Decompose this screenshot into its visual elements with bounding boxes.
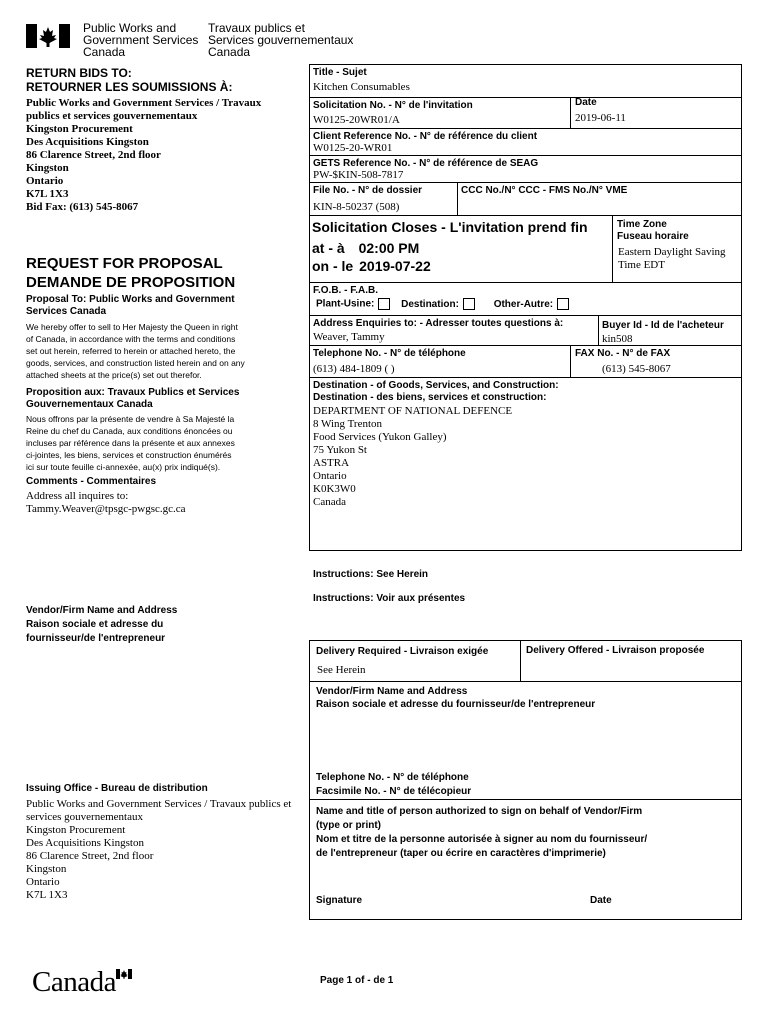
gets-reference-value: PW-$KIN-508-7817: [313, 169, 404, 181]
canada-flag-logo: [26, 24, 70, 48]
return-bids-title: RETURN BIDS TO: RETOURNER LES SOUMISSIONS À:: [26, 66, 233, 94]
destination-heading: Destination - of Goods, Services, and Construction: Destination - des biens, services et construction:: [313, 380, 559, 403]
address-enquiries-label: Address Enquiries to: - Adresser toutes questions à:: [313, 318, 564, 329]
date-label: Date: [575, 97, 597, 108]
buyer-id-label: Buyer Id - Id de l'acheteur: [602, 320, 724, 331]
telephone-label: Telephone No. - N° de téléphone: [313, 348, 466, 359]
solicitation-no-value: W0125-20WR01/A: [313, 114, 400, 126]
delivery-offered-label: Delivery Offered - Livraison proposée: [526, 645, 705, 656]
client-reference-value: W0125-20-WR01: [313, 142, 393, 154]
return-bids-address: Public Works and Government Services / Travaux publics et services gouvernementaux Kingston Procurement Des Acquisitions Kingston 86 Clarence Street, 2nd floor Kingston Ontario K7L 1X3 Bid Fax: (613) 545-8067: [26, 97, 262, 213]
other-autre-label: Other-Autre:: [493, 298, 554, 310]
destination-address: DEPARTMENT OF NATIONAL DEFENCE 8 Wing Trenton Food Services (Yukon Galley) 75 Yukon St ASTRA Ontario K0K3W0 Canada: [313, 405, 513, 508]
closing-time-value: 02:00 PM: [358, 240, 420, 256]
closing-date: [312, 258, 431, 274]
vendor-firm-label: Vendor/Firm Name and Address Raison sociale et adresse du fournisseur/de l'entrepreneur: [316, 686, 596, 710]
delivery-required-value: See Herein: [317, 664, 366, 676]
vendor-phone-fax-label: Telephone No. - N° de téléphone Facsimile No. - N° de télécopieur: [316, 772, 472, 797]
solicitation-no-label: Solicitation No. - N° de l'invitation: [313, 100, 473, 111]
title-value: Kitchen Consumables: [313, 81, 410, 93]
fob-label: F.O.B. - F.A.B.: [313, 285, 378, 296]
signature-label: Signature: [316, 895, 363, 906]
destination-checkbox[interactable]: [463, 298, 475, 310]
issuing-office-label: Issuing Office - Bureau de distribution: [26, 783, 208, 794]
date-value: 2019-06-11: [575, 112, 626, 124]
buyer-id-value: kin508: [602, 333, 633, 345]
plant-usine-checkbox[interactable]: [378, 298, 390, 310]
vendor-firm-label-left: Vendor/Firm Name and Address Raison sociale et adresse du fournisseur/de l'entrepreneur: [26, 605, 178, 644]
department-name-en: Public Works and Government Services Canada: [83, 21, 199, 59]
time-zone-label: Time Zone Fuseau horaire: [617, 219, 689, 242]
comments-text: Address all inquires to: Tammy.Weaver@tpsgc-pwgsc.gc.ca: [26, 490, 186, 515]
comments-label: Comments - Commentaires: [26, 476, 157, 487]
client-reference-label: Client Reference No. - N° de référence du client: [313, 131, 538, 142]
issuing-office-address: Public Works and Government Services / Travaux publics et services gouvernementaux Kingston Procurement Des Acquisitions Kingston 86 Clarence Street, 2nd floor Kingston Ontario K7L 1X3: [26, 798, 292, 901]
signature-date-label: Date: [590, 895, 612, 906]
closing-time: [312, 240, 419, 256]
time-zone-value: Eastern Daylight Saving Time EDT: [618, 246, 726, 271]
title-label: Title - Sujet: [313, 67, 367, 78]
address-enquiries-value: Weaver, Tammy: [313, 331, 385, 343]
delivery-required-label: Delivery Required - Livraison exigée: [316, 646, 489, 657]
canada-wordmark-flag-icon: [116, 966, 132, 976]
plant-usine-label: Plant-Usine:: [316, 298, 375, 310]
fob-options: [316, 298, 573, 310]
rfp-title: REQUEST FOR PROPOSAL DEMANDE DE PROPOSITION: [26, 255, 236, 291]
page-number: Page 1 of - de 1: [320, 975, 394, 986]
instructions-en: Instructions: See Herein: [313, 569, 429, 580]
destination-label: Destination:: [401, 298, 459, 310]
file-no-value: KIN-8-50237 (508): [313, 201, 400, 213]
telephone-value: (613) 484-1809 ( ): [313, 363, 395, 375]
proposition-body-fr: Nous offrons par la présente de vendre à Sa Majesté la Reine du chef du Canada, aux conditions énoncées ou incluses par référence dans la présente et aux annexes ci-jointes, les biens, services et construction énumérés ici sur toute feuille ci-annexée, au(x) prix indiqué(s).: [26, 414, 235, 472]
proposal-to-heading: Proposal To: Public Works and Government Services Canada: [26, 294, 235, 317]
fax-value: (613) 545-8067: [602, 363, 671, 375]
authorized-signatory-label: Name and title of person authorized to sign on behalf of Vendor/Firm (type or print) Nom et titre de la personne autorisée à signer au nom du fournisseur/ de l'entrepreneur (taper ou écrire en caractères d'imprimerie): [316, 806, 648, 859]
canada-wordmark: Canada: [32, 966, 116, 998]
closing-date-value: 2019-07-22: [359, 258, 431, 274]
closing-time-label: at - à: [312, 240, 345, 256]
proposition-heading: Proposition aux: Travaux Publics et Services Gouvernementaux Canada: [26, 387, 240, 410]
solicitation-closes-title: Solicitation Closes - L'invitation prend fin: [312, 219, 588, 235]
gets-reference-label: GETS Reference No. - N° de référence de SEAG: [313, 158, 539, 169]
department-name-fr: Travaux publics et Services gouvernementaux Canada: [208, 21, 354, 59]
proposal-body-en: We hereby offer to sell to Her Majesty the Queen in right of Canada, in accordance with the terms and conditions set out herein, referred to herein or attached hereto, the goods, services, and construction listed herein and on any attached sheets at the price(s) set out therefor.: [26, 322, 245, 380]
fax-label: FAX No. - N° de FAX: [575, 348, 671, 359]
file-no-label: File No. - N° de dossier: [313, 185, 423, 196]
other-autre-checkbox[interactable]: [557, 298, 569, 310]
closing-date-label: on - le: [312, 258, 354, 274]
ccc-no-label: CCC No./N° CCC - FMS No./N° VME: [461, 185, 628, 196]
instructions-fr: Instructions: Voir aux présentes: [313, 593, 466, 604]
